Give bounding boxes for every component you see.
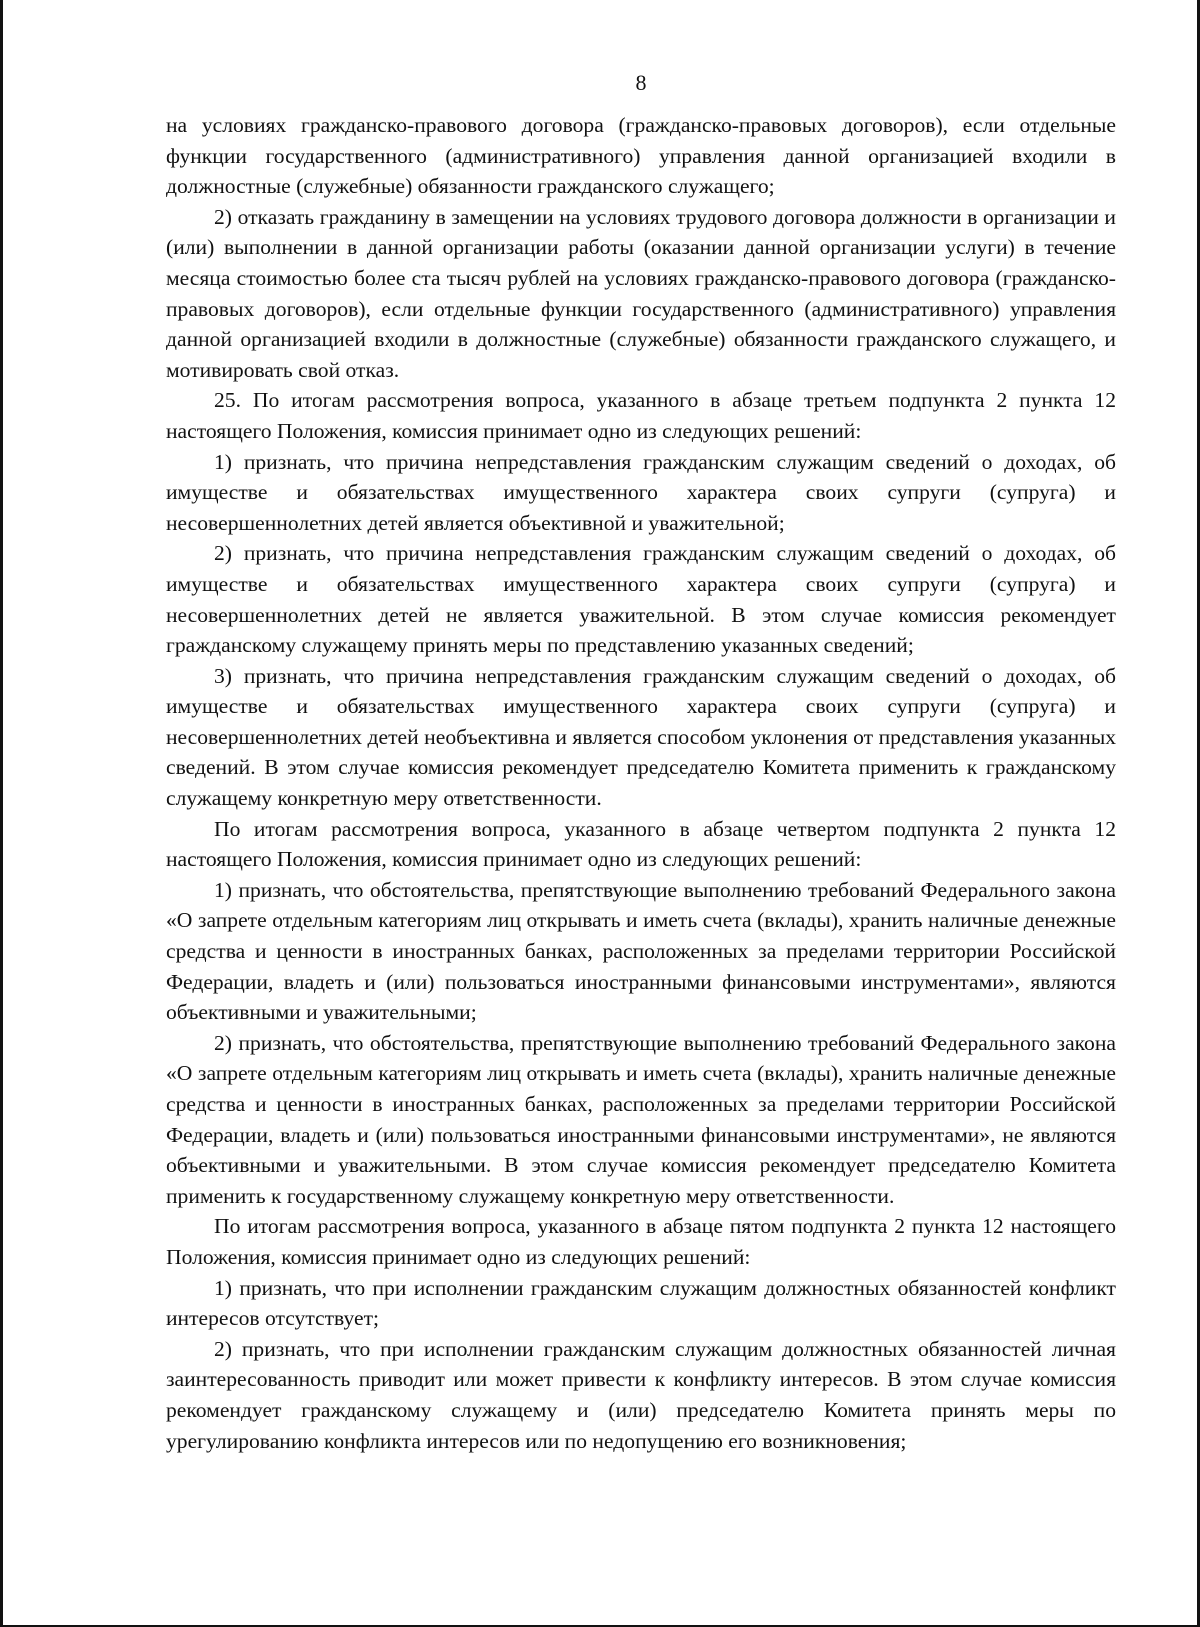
paragraph-fifth-item-2: 2) признать, что при исполнении гражданским служащим должностных обязанностей личная заинтересованность приводит или может привести к конфликту интересов. В этом случае комиссия рекомендует гражданскому служащему и (или) председателю Комитета принять меры по урегулированию конфликта интересов или по недопущению его возникновения; [166, 1336, 1116, 1453]
page-number: 8 [635, 70, 647, 95]
paragraph-fifth-heading: По итогам рассмотрения вопроса, указанного в абзаце пятом подпункта 2 пункта 12 настоящего Положения, комиссия принимает одно из следующих решений: [166, 1214, 1116, 1269]
paragraph-fourth-heading: По итогам рассмотрения вопроса, указанного в абзаце четвертом подпункта 2 пункта 12 настоящего Положения, комиссия принимает одно из следующих решений: [166, 816, 1116, 872]
paragraph-25-item-3: 3) признать, что причина непредставления гражданским служащим сведений о доходах, об имуществе и обязательствах имущественного характера своих супруги (супруга) и несовершеннолетних детей необъективна и является способом уклонения от представления указанных сведений. В этом случае комиссия рекомендует председателю Комитета применить к гражданскому служащему конкретную меру ответственности. [166, 663, 1116, 811]
paragraph-25-item-1: 1) признать, что причина непредставления гражданским служащим сведений о доходах, об имуществе и обязательствах имущественного характера своих супруги (супруга) и несовершеннолетних детей является объективной и уважительной; [166, 449, 1116, 535]
paragraph-continuation: на условиях гражданско-правового договора (гражданско-правовых договоров), если отдельные функции государственного (административного) управления данной организацией входили в должностные (служебные) обязанности гражданского служащего; [166, 113, 1116, 199]
paragraph-refuse-citizen: 2) отказать гражданину в замещении на условиях трудового договора должности в организации и (или) выполнении в данной организации работы (оказании данной организации услуги) в течение месяца стоимостью более ста тысяч рублей на условиях гражданско-правового договора (гражданско-правовых договоров), если отдельные функции государственного (административного) управления данной организацией входили в должностные (служебные) обязанности гражданского служащего, и мотивировать свой отказ. [166, 204, 1116, 382]
document-page [166, 68, 1116, 1456]
paragraph-25-item-2: 2) признать, что причина непредставления гражданским служащим сведений о доходах, об имуществе и обязательствах имущественного характера своих супруги (супруга) и несовершеннолетних детей не является уважительной. В этом случае комиссия рекомендует гражданскому служащему принять меры по представлению указанных сведений; [166, 541, 1116, 658]
paragraph-25-heading: 25. По итогам рассмотрения вопроса, указанного в абзаце третьем подпункта 2 пункта 12 настоящего Положения, комиссия принимает одно из следующих решений: [166, 388, 1116, 443]
paragraph-fifth-item-1: 1) признать, что при исполнении гражданским служащим должностных обязанностей конфликт интересов отсутствует; [166, 1275, 1116, 1331]
paragraph-fourth-item-1: 1) признать, что обстоятельства, препятствующие выполнению требований Федерального закона «О запрете отдельным категориям лиц открывать и иметь счета (вклады), хранить наличные денежные средства и ценности в иностранных банках, расположенных за пределами территории Российской Федерации, владеть и (или) пользоваться иностранными финансовыми инструментами», являются объективными и уважительными; [166, 877, 1116, 1025]
paragraph-fourth-item-2: 2) признать, что обстоятельства, препятствующие выполнению требований Федерального закона «О запрете отдельным категориям лиц открывать и иметь счета (вклады), хранить наличные денежные средства и ценности в иностранных банках, расположенных за пределами территории Российской Федерации, владеть и (или) пользоваться иностранными финансовыми инструментами», не являются объективными и уважительными. В этом случае комиссия рекомендует председателю Комитета применить к государственному служащему конкретную меру ответственности. [166, 1030, 1116, 1208]
